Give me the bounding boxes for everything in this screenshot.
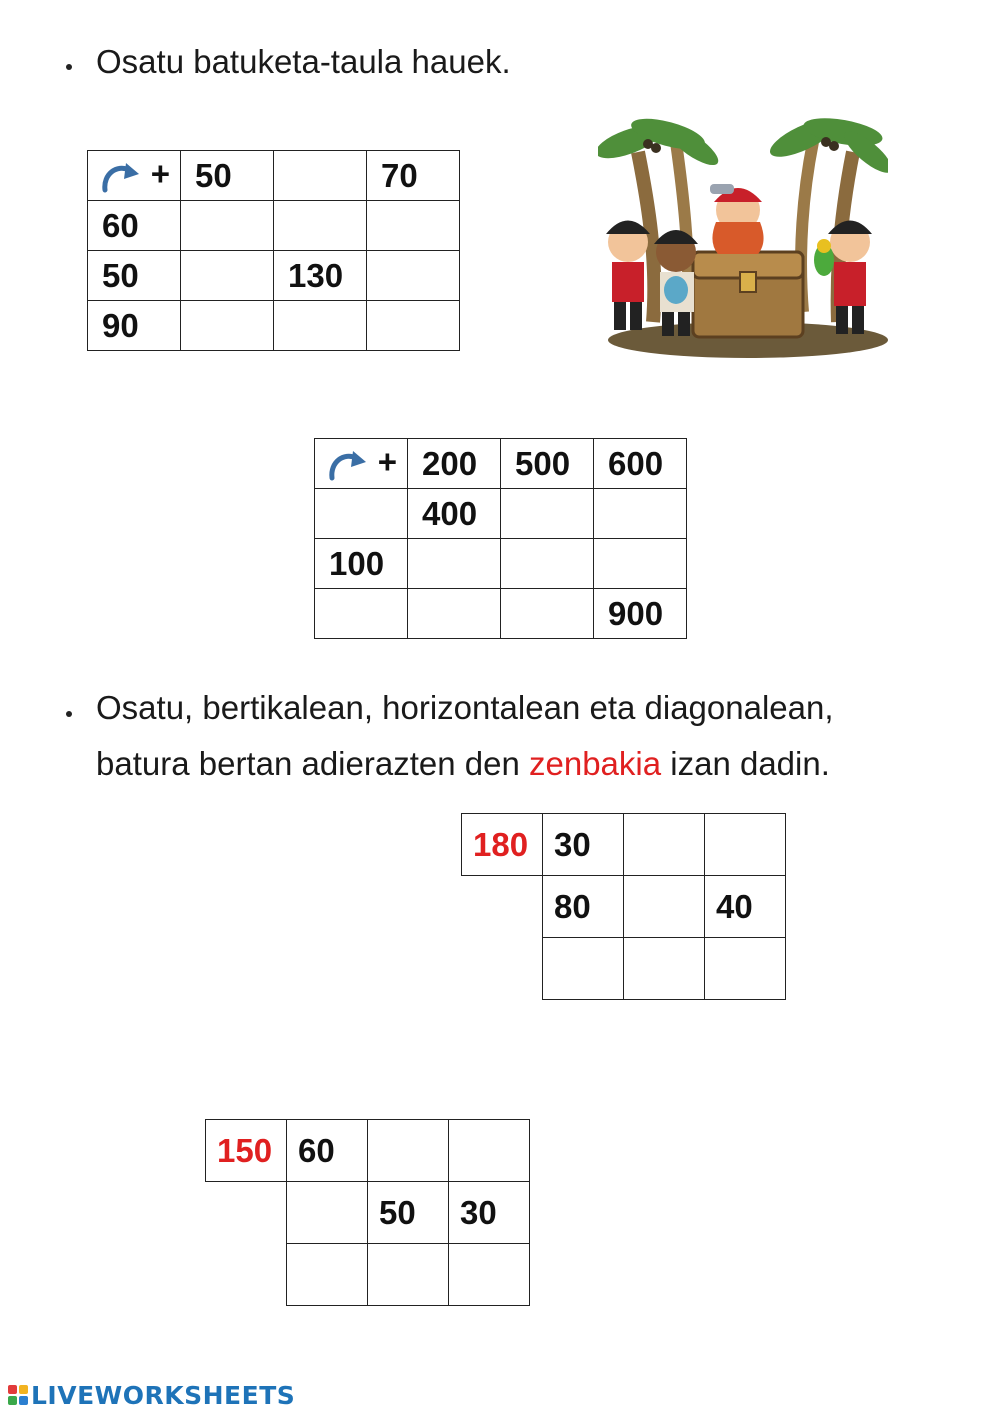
answer-cell[interactable]	[543, 938, 624, 1000]
answer-cell[interactable]	[367, 201, 460, 251]
row-header-cell: 50	[88, 251, 181, 301]
answer-cell[interactable]	[368, 1244, 449, 1306]
answer-cell[interactable]	[287, 1244, 368, 1306]
answer-cell[interactable]	[449, 1120, 530, 1182]
instruction-2-line1: Osatu, bertikalean, horizontalean eta diagonalean,	[96, 689, 834, 726]
row-header-cell: 60	[88, 201, 181, 251]
instruction-2-line2: batura bertan adierazten den zenbakia izan dadin.	[96, 745, 830, 782]
empty-space	[206, 1244, 287, 1306]
liveworksheets-logo	[8, 1378, 295, 1412]
answer-cell[interactable]	[501, 539, 594, 589]
plus-sign: +	[377, 443, 397, 480]
empty-space	[206, 1182, 287, 1244]
pirates-treasure-illustration	[598, 112, 888, 360]
given-cell: 60	[287, 1120, 368, 1182]
target-sum-cell: 150	[206, 1120, 287, 1182]
empty-space	[462, 876, 543, 938]
sum-square-1	[461, 813, 786, 1000]
given-cell: 900	[594, 589, 687, 639]
operator-cell	[315, 439, 408, 489]
logo-blocks-icon	[8, 1385, 28, 1405]
brand-name: LIVEWORKSHEETS	[31, 1380, 296, 1410]
answer-cell[interactable]	[501, 489, 594, 539]
answer-cell[interactable]	[287, 1182, 368, 1244]
bullet-icon	[66, 711, 72, 717]
header-cell: 600	[594, 439, 687, 489]
given-cell: 30	[543, 814, 624, 876]
answer-cell[interactable]	[368, 1120, 449, 1182]
answer-cell[interactable]	[624, 876, 705, 938]
row-header-cell: 90	[88, 301, 181, 351]
given-cell: 50	[368, 1182, 449, 1244]
header-cell: 50	[181, 151, 274, 201]
answer-cell[interactable]	[367, 251, 460, 301]
sum-square-2	[205, 1119, 530, 1306]
addition-table-1	[87, 150, 460, 351]
answer-cell[interactable]	[501, 589, 594, 639]
header-cell: 200	[408, 439, 501, 489]
highlight-word: zenbakia	[528, 745, 662, 782]
given-cell: 40	[705, 876, 786, 938]
operator-cell	[88, 151, 181, 201]
answer-cell[interactable]	[274, 301, 367, 351]
answer-cell[interactable]	[274, 201, 367, 251]
plus-sign: +	[150, 155, 170, 192]
given-cell: 30	[449, 1182, 530, 1244]
answer-cell[interactable]	[594, 489, 687, 539]
bullet-icon	[66, 64, 72, 70]
target-sum-cell: 180	[462, 814, 543, 876]
answer-cell[interactable]	[624, 938, 705, 1000]
instruction-1: Osatu batuketa-taula hauek.	[96, 43, 511, 80]
answer-cell[interactable]	[705, 814, 786, 876]
redo-arrow-icon	[326, 448, 368, 482]
given-cell: 130	[274, 251, 367, 301]
answer-cell[interactable]	[705, 938, 786, 1000]
answer-cell[interactable]	[181, 251, 274, 301]
empty-space	[462, 938, 543, 1000]
row-header-cell[interactable]	[315, 489, 408, 539]
header-cell: 70	[367, 151, 460, 201]
answer-cell[interactable]	[181, 301, 274, 351]
addition-table-2	[314, 438, 687, 639]
answer-cell[interactable]	[408, 589, 501, 639]
given-cell: 80	[543, 876, 624, 938]
answer-cell[interactable]	[449, 1244, 530, 1306]
answer-cell[interactable]	[594, 539, 687, 589]
answer-cell[interactable]	[408, 539, 501, 589]
answer-cell[interactable]	[367, 301, 460, 351]
answer-cell[interactable]	[624, 814, 705, 876]
instruction-2	[96, 680, 834, 792]
row-header-cell[interactable]	[315, 589, 408, 639]
header-cell: 500	[501, 439, 594, 489]
header-cell[interactable]	[274, 151, 367, 201]
given-cell: 400	[408, 489, 501, 539]
answer-cell[interactable]	[181, 201, 274, 251]
row-header-cell: 100	[315, 539, 408, 589]
redo-arrow-icon	[99, 160, 141, 194]
